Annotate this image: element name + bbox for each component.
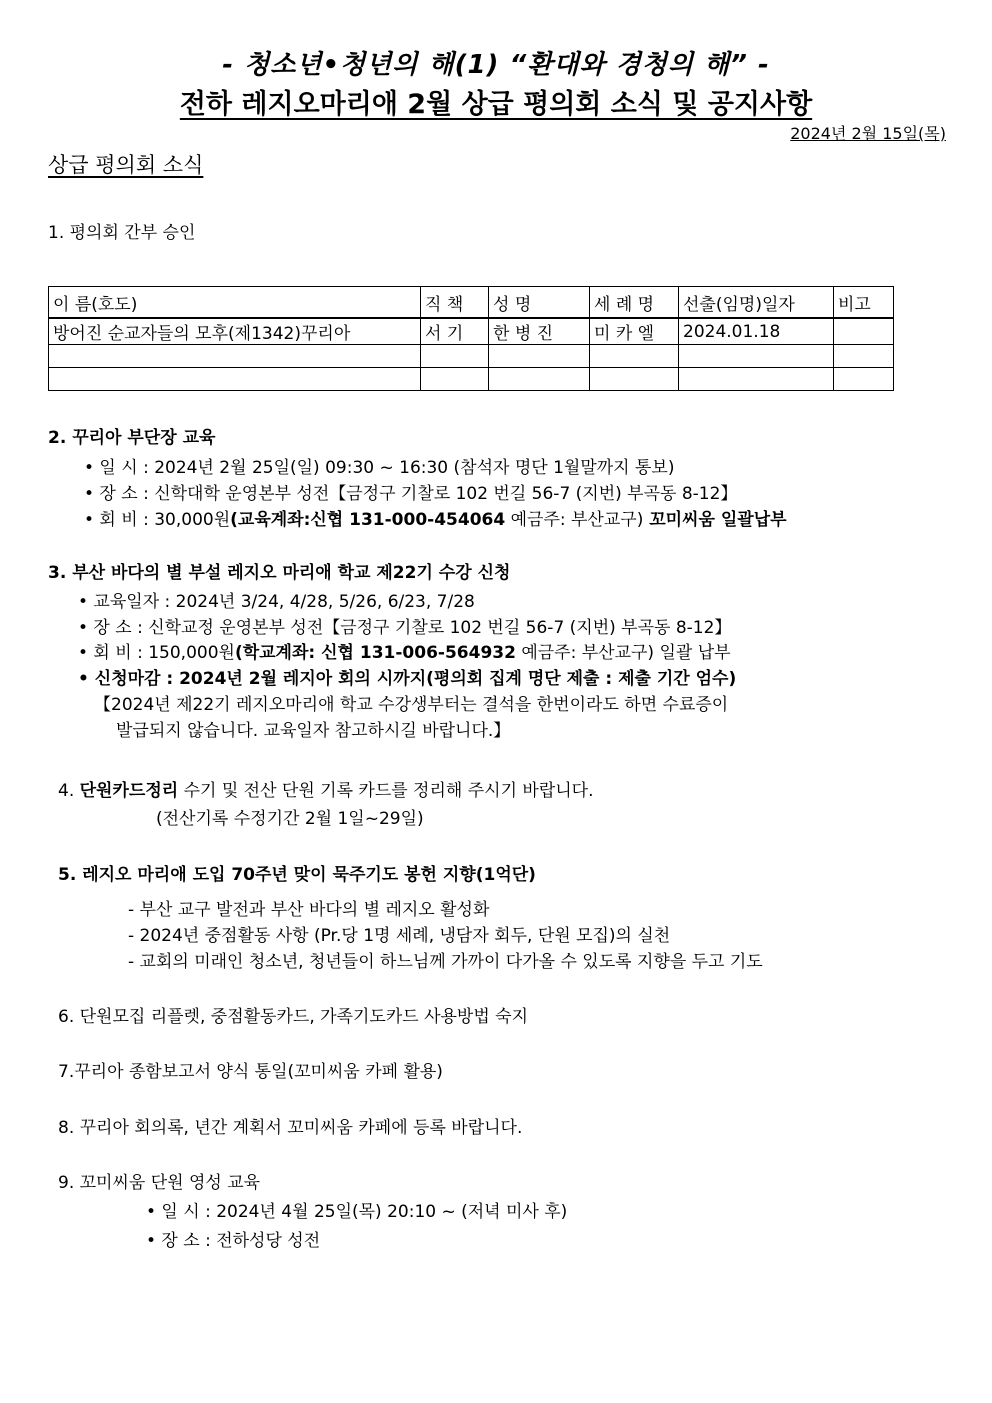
- table-cell-empty: [679, 368, 834, 391]
- item4-line2: (전산기록 수정기간 2월 1일~29일): [156, 809, 424, 829]
- table-cell-empty: [49, 345, 421, 368]
- table-row: [49, 368, 894, 391]
- table-cell-empty: [489, 368, 590, 391]
- item5-line1: - 부산 교구 발전과 부산 바다의 별 레지오 활성화: [128, 900, 490, 920]
- table-header-fullname: 성 명: [489, 287, 590, 319]
- item3-title: 3. 부산 바다의 별 부설 레지오 마리애 학교 제22기 수강 신청: [48, 563, 511, 583]
- table-header-name: 이 름(호도): [49, 287, 421, 319]
- item2-fee-amount: • 회 비 : 30,000원: [84, 510, 231, 530]
- item2-title: 2. 꾸리아 부단장 교육: [48, 428, 216, 448]
- table-header-note: 비고: [834, 287, 894, 319]
- item6-text: 6. 단원모집 리플렛, 중점활동카드, 가족기도카드 사용방법 숙지: [58, 1007, 528, 1027]
- table-cell-position: 서 기: [421, 318, 489, 345]
- item4-keyword: 단원카드정리: [79, 781, 179, 801]
- table-cell-empty: [421, 368, 489, 391]
- page-title-text: 전하 레지오마리애 2월 상급 평의회 소식 및 공지사항: [179, 89, 813, 120]
- item3-fee-holder: 예금주: 부산교구) 일괄 납부: [515, 643, 731, 663]
- item8-text: 8. 꾸리아 회의록, 년간 계획서 꼬미씨움 카페에 등록 바랍니다.: [58, 1118, 523, 1138]
- table-row: [49, 345, 894, 368]
- item3-line-dates: • 교육일자 : 2024년 3/24, 4/28, 5/26, 6/23, 7/28: [78, 592, 475, 612]
- item7-text: 7.꾸리아 종함보고서 양식 통일(꼬미씨움 카페 활용): [58, 1062, 443, 1082]
- item9-line-location: • 장 소 : 전하성당 성전: [146, 1231, 321, 1251]
- item4-line1: [58, 776, 594, 801]
- item3-line-location: • 장 소 : 신학교정 운영본부 성전【금정구 기찰로 102 번길 56-7 (지번) 부곡동 8-12】: [78, 618, 732, 638]
- item4-number: 4.: [58, 781, 80, 801]
- table-cell-empty: [679, 345, 834, 368]
- item5-line3: - 교회의 미래인 청소년, 청년들이 하느님께 가까이 다가올 수 있도록 지향을 두고 기도: [128, 952, 763, 972]
- item2-line-fee: [84, 505, 787, 530]
- table-cell-name: 방어진 순교자들의 모후(제1342)꾸리아: [49, 318, 421, 345]
- officer-table: [48, 286, 894, 391]
- table-header-appointment-date: 선출(임명)일자: [679, 287, 834, 319]
- document-date: 2024년 2월 15일(목): [790, 124, 946, 143]
- banner-heading: - 청소년•청년의 해(1) “환대와 경청의 해” -: [222, 50, 770, 80]
- table-cell-fullname: 한 병 진: [489, 318, 590, 345]
- item1-title: 1. 평의회 간부 승인: [48, 223, 196, 243]
- table-cell-empty: [49, 368, 421, 391]
- table-cell-baptismal-name: 미 카 엘: [590, 318, 679, 345]
- page-title: [0, 82, 992, 121]
- item5-title: 5. 레지오 마리애 도입 70주년 맞이 묵주기도 봉헌 지향(1억단): [58, 865, 536, 885]
- table-header-baptismal-name: 세 례 명: [590, 287, 679, 319]
- item9-line-schedule: • 일 시 : 2024년 4월 25일(목) 20:10 ~ (저녁 미사 후): [146, 1202, 568, 1222]
- table-row: [49, 318, 894, 345]
- item3-line-deadline: • 신청마감 : 2024년 2월 레지아 회의 시까지(평의회 집계 명단 제출 : 제출 기간 엄수): [78, 669, 737, 689]
- item9-title: 9. 꼬미씨움 단원 영성 교육: [58, 1173, 261, 1193]
- item3-fee-amount: • 회 비 : 150,000원: [78, 643, 235, 663]
- table-header-position: 직 책: [421, 287, 489, 319]
- table-cell-empty: [834, 345, 894, 368]
- item3-notice-line2: 발급되지 않습니다. 교육일자 참고하시길 바랍니다.】: [116, 721, 511, 741]
- table-cell-empty: [489, 345, 590, 368]
- item4-text: 수기 및 전산 단원 기록 카드를 정리해 주시기 바랍니다.: [178, 781, 594, 801]
- item2-fee-holder: 예금주: 부산교구): [505, 510, 644, 530]
- table-cell-appointment-date: 2024.01.18: [679, 318, 834, 345]
- table-cell-empty: [590, 345, 679, 368]
- table-cell-empty: [421, 345, 489, 368]
- table-cell-note: [834, 318, 894, 345]
- item3-fee-account: (학교계좌: 신협 131-006-564932: [234, 643, 516, 663]
- item3-line-fee: [78, 638, 731, 663]
- item2-line-schedule: • 일 시 : 2024년 2월 25일(일) 09:30 ~ 16:30 (참석자 명단 1월말까지 통보): [84, 458, 675, 478]
- table-header-row: [49, 287, 894, 319]
- table-cell-empty: [834, 368, 894, 391]
- item2-line-location: • 장 소 : 신학대학 운영본부 성전【금정구 기찰로 102 번길 56-7 (지번) 부곡동 8-12】: [84, 484, 738, 504]
- item3-notice-line1: 【2024년 제22기 레지오마리애 학교 수강생부터는 결석을 한번이라도 하면 수료증이: [94, 695, 729, 715]
- item2-fee-payment: 꼬미씨움 일괄납부: [643, 510, 787, 530]
- item5-line2: - 2024년 중점활동 사항 (Pr.당 1명 세례, 냉담자 회두, 단원 모집)의 실천: [128, 926, 671, 946]
- section-title: 상급 평의회 소식: [48, 153, 204, 177]
- item2-fee-account: (교육계좌:신협 131-000-454064: [230, 510, 506, 530]
- table-cell-empty: [590, 368, 679, 391]
